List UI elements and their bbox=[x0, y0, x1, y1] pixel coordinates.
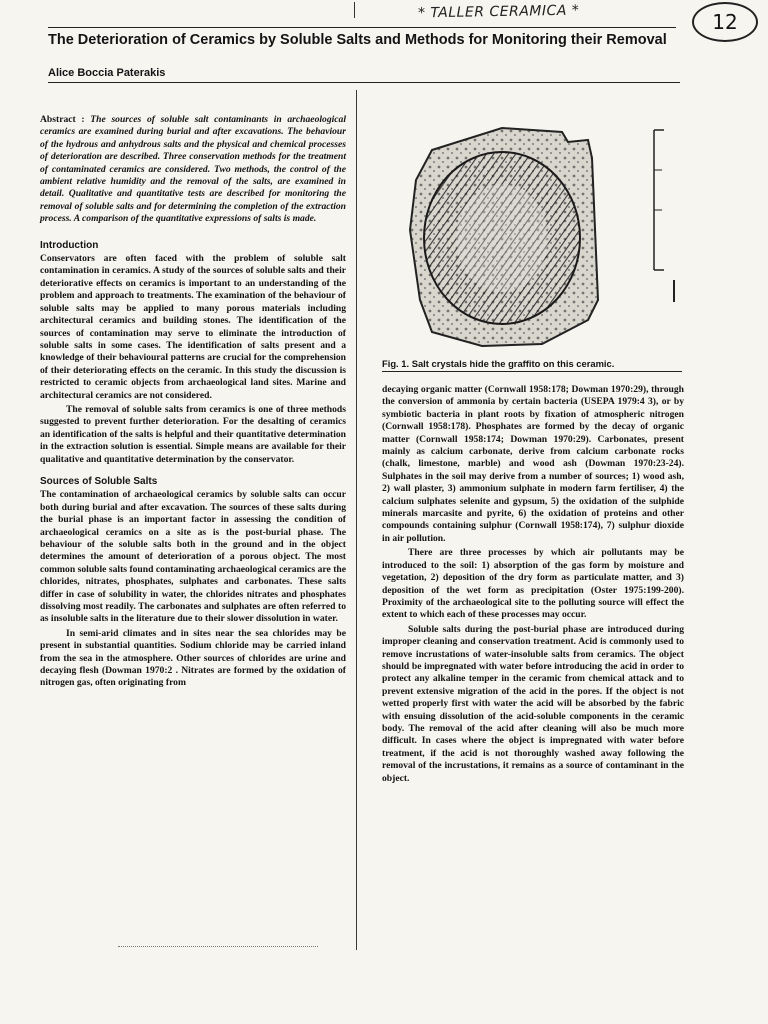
figure-caption: Fig. 1. Salt crystals hide the graffito on this ceramic. bbox=[382, 358, 682, 372]
introduction-heading: Introduction bbox=[40, 239, 99, 251]
scan-artifact bbox=[118, 946, 318, 948]
ceramic-sherd-image bbox=[392, 110, 688, 360]
left-column bbox=[40, 114, 346, 692]
body-paragraph: decaying organic matter (Cornwall 1958:178; Dowman 1970:29), through the conversion of ammonia by certain bacteria (USEPA 1979:4 3), or by symbiotic bacteria in plant roots by fixation of atmospheric nitrogen (Cornwall 1958:178). Phosphates are formed by the decay of organic matter (Cornwall 1958:174; Dowman 1970:29). Carbonates, present mainly as calcium carbonate, derive from calcium carbonate rocks (chalk, limestone, marble) and wood ash (Dowman 1970:23-24). Sulphates in the soil may derive from a number of sources; 1) wood ash, 2) wall plaster, 3) ammonium sulphate in modern farm fertiliser, 4) the calcium sulphates selenite and gypsum, 5) the oxidation of the sulphide minerals marcasite and pyrite, 6) the oxidation of proteins and other compounds containing sulphur (Cornwall 1958:174), 7) sulphur dioxide in air pollution. bbox=[382, 384, 684, 544]
introduction-paragraph: Conservators are often faced with the problem of soluble salt contamination in ceramics. A study of the sources of soluble salts and their deteriorative effects on ceramics is important to an understanding of the problem and approach to treatments. The examination of the behaviour of soluble salts may be applied to many porous materials including architectural ceramics and building stones. The identification of the sources of contamination may serve to eliminate the introduction of soluble salts in some cases. The identification of salts present and a knowledge of their behavioural patterns are crucial for the comprehension of their deteriorating effects on the ceramic. In this study the discussion is restricted to ceramic objects from archaeological land sites. Marine and architectural ceramics are not considered. bbox=[40, 253, 346, 401]
scan-mark bbox=[354, 2, 355, 18]
sources-paragraph: In semi-arid climates and in sites near the sea chlorides may be present in substantial quantities. Sodium chloride may be carried inland from the sea in the atmosphere. Other sources of chlorides are urine and decaying flesh (Dowman 1970:2 . Nitrates are formed by the oxidation of nitrogen gas, often originating from bbox=[40, 627, 346, 689]
body-paragraph: Soluble salts during the post-burial phase are introduced during improper cleaning and conservation treatment. Acid is commonly used to remove incrustations of water-insoluble salts from ceramics. The object should be impregnated with water before introducing the acid in order to protect any alkaline temper in the ceramic from chemical attack and to prevent extensive migration of the acid in the pores. If the object is not wetted properly first with water the acid will be absorbed by the fabric with ensuing dissolution of the acid-soluble components in the ceramic body. The removal of the acid after cleaning will also be much more difficult. In cases where the object is impregnated with water before treatment, if the acid is not thoroughly washed away following the removal of the incrustations, it remains as a source of contaminant in the object. bbox=[382, 623, 684, 784]
handwritten-note: * TALLER CERAMICA * bbox=[417, 2, 580, 22]
column-divider bbox=[356, 90, 357, 950]
page-number-circled bbox=[692, 2, 758, 42]
abstract-text: The sources of soluble salt contaminants in archaeological ceramics are examined during burial and after excavations. The behaviour of the hydrous and anhydrous salts and the physical and chemical processes of deterioration are described. Three conservation methods for the treatment of contaminated ceramics are considered. Two methods, the control of the ambient relative humidity and the removal of the salts, are examined in detail. Qualitative and quantitative tests are described for monitoring the removal of soluble salts and for determining the completion of the extraction process. A comparison of the quantitative expressions of salts is made. bbox=[40, 114, 347, 225]
paper-title: The Deterioration of Ceramics by Soluble Salts and Methods for Monitoring their Removal bbox=[48, 32, 667, 48]
sources-paragraph: The contamination of archaeological ceramics by soluble salts can occur both during burial and after excavation. The sources of these salts during the burial phase is an important factor in assessing the condition of archaeological ceramics on a site as is the post-burial phase. The behaviour of the soluble salts both in the ground and in the object determines the amount of deterioration of a porous object. The most common soluble salts found contaminating archaeological ceramics are the chlorides, nitrates, phosphates, sulphates and carbonates. These salts differ in case of solubility in water, the chlorides nitrates and phosphates dissolving most readily. The carbonates and sulphates are often referred to as insoluble salts in the literature due to their slower dissolution in water. bbox=[40, 489, 346, 625]
author-name: Alice Boccia Paterakis bbox=[48, 67, 166, 79]
title-top-rule bbox=[48, 27, 676, 28]
body-paragraph: There are three processes by which air pollutants may be introduced to the soil: 1) absorption of the gas form by moisture and vegetation, 2) deposition of the dry form as particulate matter, and 3) deposition of the wet form as precipitation (Oster 1975:199-200). Proximity of the archaeological site to the polluting source will effect the extent to which each of these processes may occur. bbox=[382, 547, 684, 621]
right-column bbox=[382, 384, 684, 787]
abstract bbox=[40, 114, 346, 226]
introduction-paragraph: The removal of soluble salts from ceramics is one of three methods suggested to prevent further deterioration. For the desalting of ceramics an identification of the salts is helpful and their quantitative determination in the extraction solution is essential. Simple means are available for their qualitative and quantitative determination by the conservator. bbox=[40, 403, 346, 465]
title-bottom-rule bbox=[48, 82, 680, 83]
page-number: 12 bbox=[712, 10, 738, 34]
sources-heading: Sources of Soluble Salts bbox=[40, 475, 158, 487]
figure-salt-crystals bbox=[392, 110, 688, 360]
abstract-label: Abstract : bbox=[40, 114, 85, 125]
